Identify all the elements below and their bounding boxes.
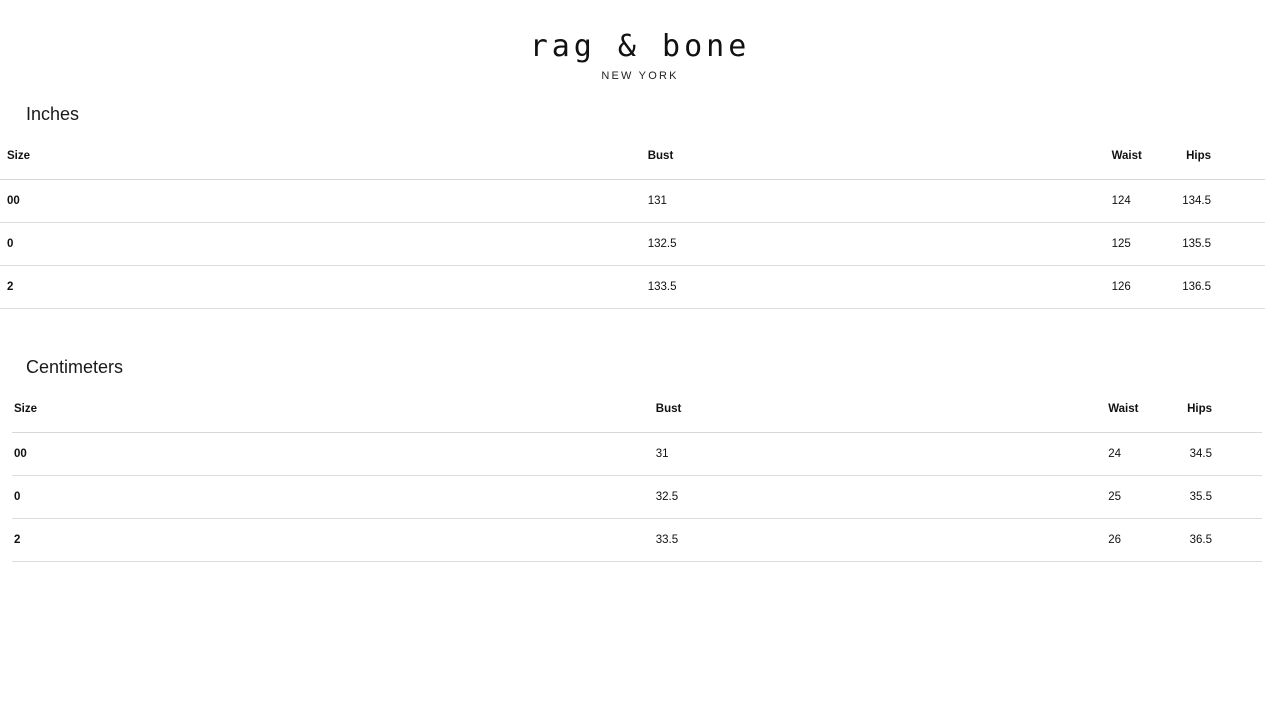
- cell-size: 0: [0, 223, 246, 266]
- size-table-centimeters: [12, 394, 1262, 562]
- section-title-centimeters: Centimeters: [26, 357, 124, 377]
- section-title-inches: Inches: [26, 104, 80, 124]
- cell-waist: 25: [726, 476, 1179, 519]
- cell-size: 00: [12, 433, 253, 476]
- table-row: [12, 476, 1262, 519]
- cell-bust: 133.5: [246, 266, 720, 309]
- cell-waist: 26: [726, 519, 1179, 562]
- table-body-centimeters: [12, 433, 1262, 562]
- table-row: [12, 433, 1262, 476]
- column-header-size: Size: [12, 394, 253, 433]
- cell-bust: 31: [253, 433, 726, 476]
- column-header-bust: Bust: [246, 141, 720, 180]
- table-row: [0, 180, 1265, 223]
- cell-hips: 134.5: [1180, 180, 1265, 223]
- table-header-row: [12, 394, 1262, 433]
- cell-size: 2: [0, 266, 246, 309]
- cell-hips: 36.5: [1180, 519, 1262, 562]
- section-centimeters: [0, 357, 1280, 562]
- column-header-hips: Hips: [1180, 141, 1265, 180]
- cell-waist: 126: [720, 266, 1180, 309]
- cell-size: 00: [0, 180, 246, 223]
- cell-hips: 135.5: [1180, 223, 1265, 266]
- brand-subtitle: NEW YORK: [601, 70, 679, 82]
- cell-waist: 125: [720, 223, 1180, 266]
- column-header-waist: Waist: [726, 394, 1179, 433]
- brand-name: rag & bone: [529, 29, 751, 64]
- table-body-inches: [0, 180, 1265, 309]
- section-spacer: [0, 309, 1280, 335]
- table-header-centimeters: [12, 394, 1262, 433]
- cell-size: 0: [12, 476, 253, 519]
- cell-hips: 34.5: [1180, 433, 1262, 476]
- cell-hips: 136.5: [1180, 266, 1265, 309]
- table-row: [0, 266, 1265, 309]
- cell-bust: 32.5: [253, 476, 726, 519]
- column-header-bust: Bust: [253, 394, 726, 433]
- cell-waist: 24: [726, 433, 1179, 476]
- cell-bust: 131: [246, 180, 720, 223]
- table-row: [0, 223, 1265, 266]
- brand-header: [0, 0, 1280, 82]
- column-header-size: Size: [0, 141, 246, 180]
- column-header-hips: Hips: [1180, 394, 1262, 433]
- section-inches: [0, 104, 1280, 309]
- cell-bust: 33.5: [253, 519, 726, 562]
- table-header-row: [0, 141, 1265, 180]
- cell-size: 2: [12, 519, 253, 562]
- cell-hips: 35.5: [1180, 476, 1262, 519]
- cell-waist: 124: [720, 180, 1180, 223]
- size-table-inches: [0, 141, 1265, 309]
- column-header-waist: Waist: [720, 141, 1180, 180]
- table-header-inches: [0, 141, 1265, 180]
- table-row: [12, 519, 1262, 562]
- cell-bust: 132.5: [246, 223, 720, 266]
